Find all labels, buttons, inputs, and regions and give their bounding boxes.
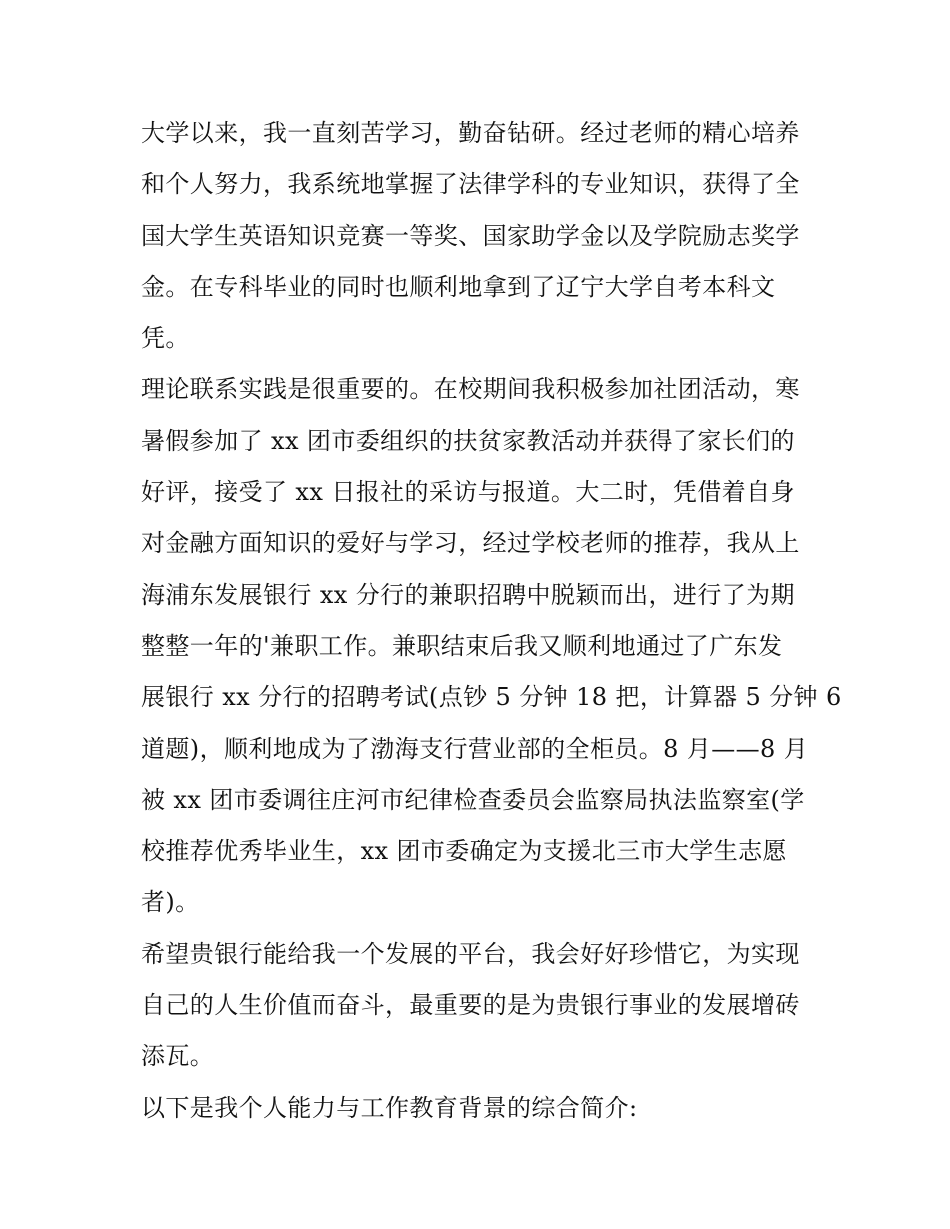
text-line: 展银行 xx 分行的招聘考试(点钞 5 分钟 18 把，计算器 5 分钟 6 bbox=[141, 683, 842, 712]
text-line: 添瓦。 bbox=[141, 1042, 215, 1071]
document-body bbox=[141, 108, 842, 1134]
text-line: 校推荐优秀毕业生，xx 团市委确定为支援北三市大学生志愿 bbox=[141, 837, 787, 866]
text-line: 暑假参加了 xx 团市委组织的扶贫家教活动并获得了家长们的 bbox=[141, 426, 795, 455]
text-line: 整整一年的'兼职工作。兼职结束后我又顺利地通过了广东发 bbox=[141, 631, 783, 660]
text-line: 理论联系实践是很重要的。在校期间我积极参加社团活动，寒 bbox=[141, 375, 800, 404]
text-line: 以下是我个人能力与工作教育背景的综合简介: bbox=[141, 1093, 638, 1122]
text-line: 对金融方面知识的爱好与学习，经过学校老师的推荐，我从上 bbox=[141, 529, 800, 558]
text-line: 海浦东发展银行 xx 分行的兼职招聘中脱颖而出，进行了为期 bbox=[141, 580, 795, 609]
text-line: 被 xx 团市委调往庄河市纪律检查委员会监察局执法监察室(学 bbox=[141, 785, 805, 814]
text-line: 自己的人生价值而奋斗，最重要的是为贵银行事业的发展增砖 bbox=[141, 991, 800, 1020]
text-line: 者)。 bbox=[141, 888, 200, 917]
text-line: 好评，接受了 xx 日报社的采访与报道。大二时，凭借着自身 bbox=[141, 478, 795, 507]
text-line: 道题)，顺利地成为了渤海支行营业部的全柜员。8 月——8 月 bbox=[141, 734, 809, 763]
text-line: 和个人努力，我系统地掌握了法律学科的专业知识，获得了全 bbox=[141, 170, 800, 199]
text-line: 凭。 bbox=[141, 324, 190, 353]
text-line: 金。在专科毕业的同时也顺利地拿到了辽宁大学自考本科文 bbox=[141, 272, 776, 301]
text-line: 希望贵银行能给我一个发展的平台，我会好好珍惜它，为实现 bbox=[141, 939, 800, 968]
text-line: 国大学生英语知识竞赛一等奖、国家助学金以及学院励志奖学 bbox=[141, 221, 800, 250]
text-line: 大学以来，我一直刻苦学习，勤奋钻研。经过老师的精心培养 bbox=[141, 119, 800, 147]
